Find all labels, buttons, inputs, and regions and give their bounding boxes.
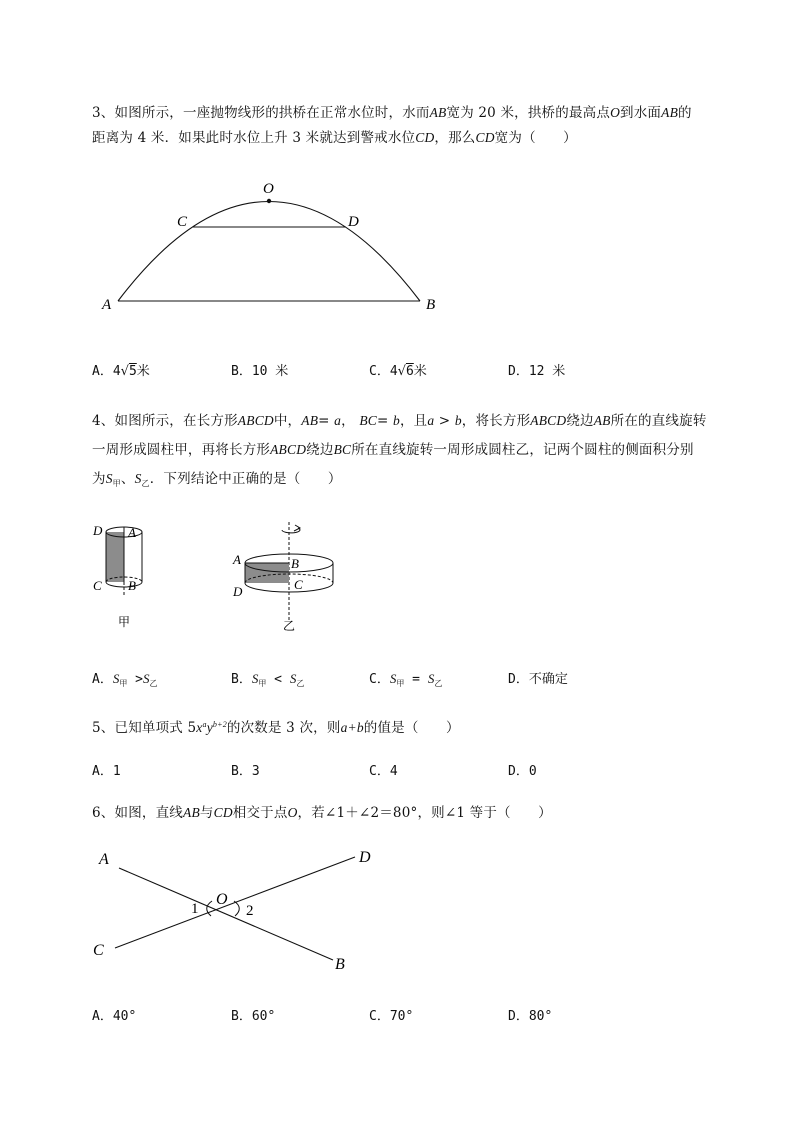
q4-option-d[interactable]: D．不确定: [508, 672, 568, 687]
q5-text-part: 5、已知单项式 5: [92, 720, 197, 736]
q4-text-line3: [92, 467, 342, 489]
q4-var-s: S: [134, 471, 142, 486]
q4-text-part: 绕边: [566, 413, 594, 429]
q3-var-cd: CD: [475, 130, 495, 145]
var-y: y: [206, 720, 213, 735]
q4-var: b: [454, 413, 462, 428]
q5-text-part: 的次数是 3 次，则: [226, 720, 341, 736]
label-a: A: [102, 297, 112, 313]
var-s: S: [289, 671, 297, 686]
operator: <: [266, 672, 290, 687]
q6-text: [92, 801, 552, 821]
subscript-yi: 乙: [141, 479, 150, 488]
var-a-plus-b: a+b: [340, 720, 364, 735]
q4-var: AB: [593, 413, 611, 428]
q5-option-c[interactable]: C．4: [369, 764, 398, 779]
label-o: O: [263, 181, 274, 197]
radicand: 6: [405, 364, 414, 379]
label-a: A: [99, 851, 109, 868]
q5-option-d[interactable]: D．0: [508, 764, 537, 779]
q5-option-a[interactable]: A．1: [92, 764, 121, 779]
q6-text-part: ，若∠1＋∠2＝80°，则∠1 等于（ ）: [297, 805, 552, 821]
arrow-head-icon: [294, 525, 300, 531]
q4-option-c[interactable]: [369, 668, 442, 689]
q4-text-part: 4、如图所示，在长方形: [92, 413, 238, 429]
label-c: C: [294, 577, 303, 592]
q4-text-part: =: [376, 413, 393, 429]
q4-var: AB: [301, 413, 319, 428]
q3-arch-figure: [0, 0, 794, 330]
exponent-a: a: [202, 720, 207, 729]
sqrt-sign-icon: √: [120, 364, 129, 379]
q4-text-line1: [92, 409, 707, 429]
q6-option-d[interactable]: D．80°: [508, 1009, 553, 1024]
caption-jia: 甲: [118, 615, 131, 629]
q3-option-b[interactable]: B．10 米: [231, 364, 289, 379]
vertex-point-o: [267, 199, 271, 203]
q6-option-a[interactable]: A．40°: [92, 1009, 137, 1024]
q6-text-part: 6、如图，直线: [92, 805, 183, 821]
label-o: O: [216, 891, 228, 908]
subscript-jia: 甲: [112, 479, 121, 488]
label-angle-2: 2: [246, 903, 254, 919]
line-ab: [119, 868, 333, 960]
label-b: B: [426, 297, 436, 313]
q3-text-part: ，那么: [434, 130, 476, 146]
option-text: 米: [136, 364, 150, 379]
q6-text-part: 与: [199, 805, 214, 821]
subscript: 甲: [396, 679, 405, 688]
var-s: S: [142, 671, 150, 686]
label-a: A: [128, 525, 136, 540]
q4-text-line2: [92, 438, 694, 458]
q3-var-cd: CD: [415, 130, 435, 145]
radicand: 5: [128, 364, 137, 379]
q4-text-part: 为: [92, 471, 106, 487]
subscript: 乙: [149, 679, 158, 688]
q3-var-ab: AB: [661, 105, 679, 120]
q4-text-part: 绕边: [306, 442, 334, 458]
q4-var: ABCD: [530, 413, 567, 428]
label-angle-1: 1: [191, 901, 199, 917]
operator: >: [127, 672, 143, 687]
option-text: C．: [369, 672, 390, 687]
subscript: 甲: [258, 679, 267, 688]
line-cd: [115, 857, 355, 948]
q4-var: BC: [333, 442, 352, 457]
q3-text-part: 3、如图所示，一座抛物线形的拱桥在正常水位时，水而: [92, 105, 430, 121]
label-c: C: [93, 578, 102, 593]
q4-option-a[interactable]: [92, 668, 157, 689]
label-c: C: [177, 214, 188, 230]
q4-var: ABCD: [270, 442, 307, 457]
q6-intersecting-lines-figure: [0, 830, 420, 980]
q3-text-part: 距离为 4 米．如果此时水位上升 3 米就达到警戒水位: [92, 130, 416, 146]
rotation-arrow-icon: [282, 528, 300, 533]
q4-var: BC: [359, 413, 377, 428]
sqrt-sign-icon: √: [397, 364, 406, 379]
q5-text: [92, 716, 460, 736]
label-d: D: [233, 584, 243, 599]
q4-text-part: 所在直线旋转一周形成圆柱乙，记两个圆柱的侧面积分别: [351, 442, 694, 458]
q4-var: b: [393, 413, 400, 428]
q4-var-s: S: [105, 471, 113, 486]
var-o: O: [287, 805, 298, 820]
var-s: S: [112, 671, 120, 686]
q4-var: a: [427, 413, 435, 428]
caption-yi: 乙: [283, 619, 296, 633]
q4-text-part: ，将长方形: [461, 413, 531, 429]
q3-option-a[interactable]: [92, 360, 150, 379]
option-text: B．: [231, 672, 252, 687]
option-text: 米: [413, 364, 427, 379]
label-d: D: [359, 849, 371, 866]
var-x: x: [196, 720, 203, 735]
q4-text-part: ．下列结论中正确的是（ ）: [149, 471, 342, 487]
q6-option-c[interactable]: C．70°: [369, 1009, 414, 1024]
q4-var: ABCD: [237, 413, 274, 428]
parabola-arch: [118, 202, 420, 302]
var-cd: CD: [213, 805, 233, 820]
q5-text-part: 的值是（ ）: [363, 720, 460, 736]
q3-var-ab: AB: [429, 105, 447, 120]
label-b: B: [291, 556, 299, 571]
q4-text-part: =: [318, 413, 335, 429]
label-d: D: [348, 214, 359, 230]
exponent-b2: b+2: [212, 720, 227, 729]
shaded-rectangle: [245, 563, 289, 583]
q4-text-part: 中，: [273, 413, 302, 429]
q4-var: a: [334, 413, 342, 428]
q4-option-b[interactable]: [231, 668, 304, 689]
label-b: B: [335, 956, 345, 973]
label-b: B: [128, 578, 136, 593]
q3-text-part: 到水面: [620, 105, 662, 121]
option-text: C．4: [369, 364, 398, 379]
q5-option-b[interactable]: B．3: [231, 764, 260, 779]
q4-text-part: 一周形成圆柱甲，再将长方形: [92, 442, 271, 458]
q6-text-part: 相交于点: [232, 805, 288, 821]
angle-1-arc: [207, 901, 212, 916]
option-text: A．: [92, 672, 113, 687]
subscript: 乙: [434, 679, 443, 688]
q4-cylinder-yi-figure: [225, 520, 355, 638]
q3-text-part: 宽为（ ）: [494, 130, 577, 146]
label-d: D: [93, 523, 103, 538]
shaded-rectangle: [106, 532, 124, 582]
q4-cylinder-jia-figure: [80, 515, 180, 635]
var-s: S: [389, 671, 397, 686]
q4-text-part: 、: [120, 471, 135, 487]
q6-option-b[interactable]: B．60°: [231, 1009, 276, 1024]
var-s: S: [427, 671, 435, 686]
subscript: 乙: [296, 679, 305, 688]
angle-2-arc: [234, 901, 239, 916]
label-a: A: [233, 552, 241, 567]
option-text: A．4: [92, 364, 121, 379]
q4-text-part: ，: [341, 413, 360, 429]
q3-option-c[interactable]: [369, 360, 427, 379]
subscript: 甲: [119, 679, 128, 688]
q4-text-part: ，且: [399, 413, 428, 429]
label-c: C: [93, 942, 104, 959]
operator: =: [404, 672, 428, 687]
q4-text-part: >: [434, 413, 455, 429]
var-s: S: [251, 671, 259, 686]
q3-text-part: 的: [678, 105, 692, 121]
q3-option-d[interactable]: D．12 米: [508, 364, 566, 379]
q4-text-part: 所在的直线旋转: [610, 413, 707, 429]
q3-var-o: O: [610, 105, 621, 120]
q3-text-part: 宽为 20 米，拱桥的最高点: [446, 105, 611, 121]
var-ab: AB: [183, 805, 200, 820]
